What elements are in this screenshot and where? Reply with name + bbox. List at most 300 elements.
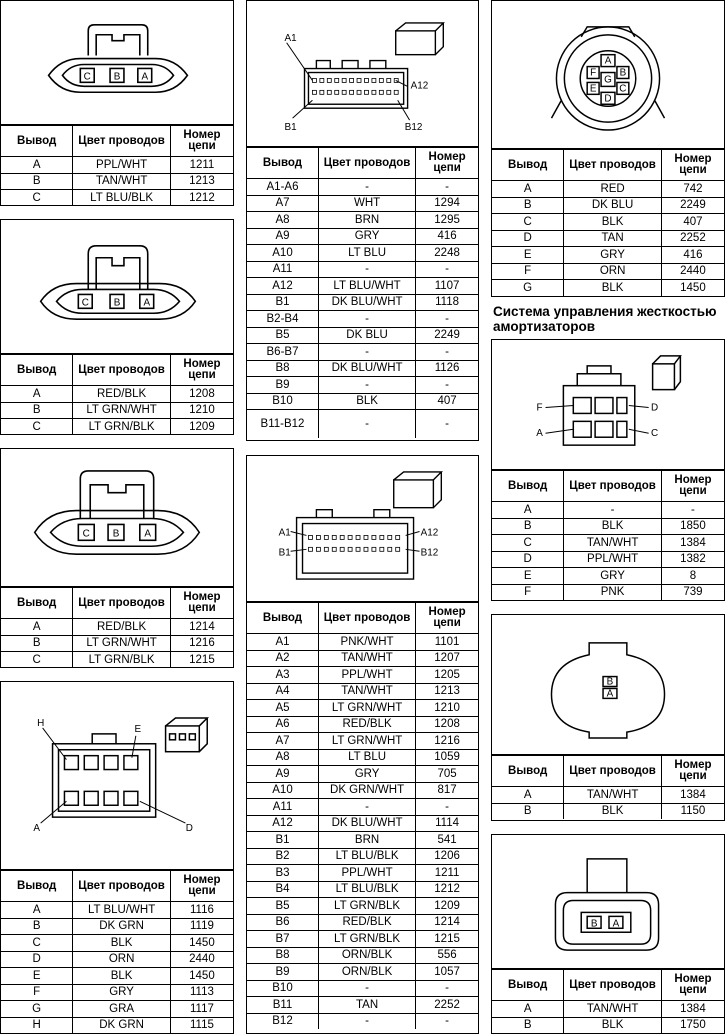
pin-cell: A12 xyxy=(247,815,318,832)
table-header-row xyxy=(247,148,478,179)
pin-cell: A3 xyxy=(247,667,318,684)
column-header-circuit: Номер цепи xyxy=(661,471,724,502)
circuit-cell: 1850 xyxy=(661,518,724,535)
circuit-cell: 1215 xyxy=(416,931,478,948)
pin-cell: B xyxy=(1,635,73,652)
table-row xyxy=(1,419,233,435)
color-cell: PPL/WHT xyxy=(73,157,171,174)
table-row xyxy=(492,803,724,819)
pin-cavity xyxy=(357,90,361,94)
column-header-color: Цвет проводов xyxy=(564,150,662,181)
color-cell: PNK xyxy=(564,584,662,600)
table-row xyxy=(247,832,478,849)
table-row xyxy=(247,294,478,311)
circuit-cell: 2252 xyxy=(661,230,724,247)
pin-label: B12 xyxy=(404,122,423,134)
table-row xyxy=(1,1017,233,1033)
color-cell: - xyxy=(318,1013,415,1029)
connector-panel-8 xyxy=(491,339,725,601)
color-cell: BLK xyxy=(564,214,662,231)
color-cell: BLK xyxy=(564,280,662,296)
pin-cell: A1-A6 xyxy=(247,179,318,196)
pin-cell: A2 xyxy=(247,650,318,667)
color-cell: LT BLU/WHT xyxy=(318,278,415,295)
table-row xyxy=(1,402,233,419)
pin-cavity xyxy=(372,90,376,94)
table-row xyxy=(1,951,233,968)
circuit-cell: - xyxy=(416,377,478,394)
table-row xyxy=(247,749,478,766)
pin-cell: C xyxy=(1,190,73,206)
three-pin-connector-drawing xyxy=(1,220,233,353)
pin-cavity xyxy=(364,535,368,539)
circuit-cell: 1213 xyxy=(170,173,233,190)
table-header-row xyxy=(1,871,233,902)
color-cell: PPL/WHT xyxy=(318,667,415,684)
table-row xyxy=(1,1001,233,1018)
circuit-cell: 1150 xyxy=(661,803,724,819)
column-header-circuit: Номер цепи xyxy=(661,970,724,1001)
pin-label: B xyxy=(113,71,121,83)
color-cell: TAN/WHT xyxy=(73,173,171,190)
pin-cavity xyxy=(388,535,392,539)
pin-cell: B10 xyxy=(247,393,318,410)
pinout-table xyxy=(492,755,724,819)
pin-cavity xyxy=(320,78,324,82)
two-pin-connector-drawing xyxy=(492,835,724,968)
circuit-cell: 742 xyxy=(661,181,724,198)
table-row xyxy=(247,393,478,410)
pinout-table xyxy=(247,147,478,438)
pin-label: A xyxy=(144,528,152,540)
color-cell: GRY xyxy=(73,984,171,1001)
circuit-cell: 1216 xyxy=(170,635,233,652)
connector-diagram-7 xyxy=(492,1,724,149)
table-row xyxy=(247,410,478,439)
pin-cell: B xyxy=(492,518,564,535)
pin-label: C xyxy=(651,428,659,440)
pin-cell: A9 xyxy=(247,766,318,783)
circuit-cell: 2252 xyxy=(416,997,478,1014)
pin-cavity xyxy=(308,547,312,551)
color-cell: LT BLU/WHT xyxy=(73,902,171,919)
pin-cavity xyxy=(324,535,328,539)
pin-cell: A7 xyxy=(247,733,318,750)
pin-cell: D xyxy=(492,230,564,247)
pin-label: B12 xyxy=(420,547,439,559)
table-row xyxy=(247,212,478,229)
table-row xyxy=(492,535,724,552)
table-row xyxy=(247,931,478,948)
table-row xyxy=(492,197,724,214)
pin-cell: A6 xyxy=(247,716,318,733)
table-row xyxy=(247,278,478,295)
color-cell: - xyxy=(318,179,415,196)
pin-cell: A4 xyxy=(247,683,318,700)
pin-cell: B5 xyxy=(247,327,318,344)
column-header-color: Цвет проводов xyxy=(564,471,662,502)
two-pin-sensor-connector-drawing xyxy=(492,615,724,754)
pinout-table xyxy=(1,587,233,668)
pin-cell: A8 xyxy=(247,749,318,766)
pin-cavity xyxy=(364,547,368,551)
color-cell: DK BLU/WHT xyxy=(318,815,415,832)
table-row xyxy=(247,964,478,981)
circuit-cell: 1207 xyxy=(416,650,478,667)
circuit-cell: 1214 xyxy=(416,914,478,931)
color-cell: DK BLU xyxy=(564,197,662,214)
table-row xyxy=(247,848,478,865)
circuit-cell: 407 xyxy=(416,393,478,410)
pin-cell: A10 xyxy=(247,245,318,262)
pin-cell: B9 xyxy=(247,964,318,981)
color-cell: TAN/WHT xyxy=(318,650,415,667)
circuit-cell: 1101 xyxy=(416,634,478,651)
table-row xyxy=(1,902,233,919)
pin-cavity xyxy=(357,78,361,82)
pin-cavity xyxy=(327,78,331,82)
pin-label: F xyxy=(590,67,597,79)
color-cell: - xyxy=(318,410,415,439)
pin-cell: A7 xyxy=(247,195,318,212)
color-cell: TAN/WHT xyxy=(564,787,662,804)
circuit-cell: 416 xyxy=(661,247,724,264)
color-cell: LT BLU/BLK xyxy=(318,881,415,898)
pinout-table xyxy=(1,354,233,435)
pin-cell: G xyxy=(492,280,564,296)
table-row xyxy=(247,700,478,717)
connector-panel-9 xyxy=(491,614,725,821)
circuit-cell: 1113 xyxy=(170,984,233,1001)
pinout-table xyxy=(492,470,724,600)
color-cell: - xyxy=(318,311,415,328)
pin-cavity xyxy=(364,90,368,94)
connector-panel-1 xyxy=(0,0,234,206)
color-cell: WHT xyxy=(318,195,415,212)
color-cell: LT GRN/WHT xyxy=(318,700,415,717)
pin-cell: A xyxy=(492,787,564,804)
circuit-cell: - xyxy=(416,799,478,816)
pin-cavity xyxy=(335,90,339,94)
pin-cell: A xyxy=(492,181,564,198)
color-cell: ORN xyxy=(73,951,171,968)
pinout-table xyxy=(247,602,478,1029)
pin-label: A1 xyxy=(278,527,291,539)
color-cell: PPL/WHT xyxy=(318,865,415,882)
circuit-cell: 1119 xyxy=(170,918,233,935)
pinout-table xyxy=(492,969,724,1033)
pin-label: B xyxy=(112,528,120,540)
column-header-pin: Вывод xyxy=(1,355,73,386)
color-cell: TAN/WHT xyxy=(318,683,415,700)
pin-cell: E xyxy=(492,247,564,264)
pin-cell: G xyxy=(1,1001,73,1018)
circuit-cell: 1057 xyxy=(416,964,478,981)
table-row xyxy=(247,1013,478,1029)
pin-cell: B xyxy=(492,197,564,214)
color-cell: BLK xyxy=(318,393,415,410)
table-header-row xyxy=(492,970,724,1001)
circuit-cell: - xyxy=(416,311,478,328)
pin-grid xyxy=(312,78,398,94)
pin-cell: A xyxy=(1,902,73,919)
pin-cell: B xyxy=(492,1017,564,1033)
circuit-cell: 1294 xyxy=(416,195,478,212)
circuit-cell: 1107 xyxy=(416,278,478,295)
table-row xyxy=(492,263,724,280)
column-header-circuit: Номер цепи xyxy=(661,150,724,181)
table-row xyxy=(1,918,233,935)
pin-cell: H xyxy=(1,1017,73,1033)
pin-cell: A xyxy=(492,1001,564,1018)
color-cell: LT GRN/WHT xyxy=(318,733,415,750)
circuit-cell: 1213 xyxy=(416,683,478,700)
table-row xyxy=(247,650,478,667)
circuit-cell: 1059 xyxy=(416,749,478,766)
table-row xyxy=(492,1001,724,1018)
table-row xyxy=(1,984,233,1001)
connector-diagram-5 xyxy=(247,1,478,147)
table-row xyxy=(247,799,478,816)
pin-label: A xyxy=(612,918,620,930)
table-row xyxy=(492,787,724,804)
circuit-cell: 1117 xyxy=(170,1001,233,1018)
circuit-cell: 1750 xyxy=(661,1017,724,1033)
pin-label: A xyxy=(606,688,614,700)
color-cell: LT GRN/BLK xyxy=(73,652,171,668)
pin-cavity xyxy=(348,535,352,539)
pin-cavity xyxy=(332,547,336,551)
column-header-color: Цвет проводов xyxy=(73,871,171,902)
circuit-cell: 1209 xyxy=(416,898,478,915)
table-row xyxy=(247,360,478,377)
pin-cavity xyxy=(350,78,354,82)
circuit-cell: 1450 xyxy=(170,968,233,985)
circuit-cell: 1209 xyxy=(170,419,233,435)
circuit-cell: 8 xyxy=(661,568,724,585)
table-row xyxy=(247,865,478,882)
color-cell: LT BLU xyxy=(318,749,415,766)
color-cell: ORN xyxy=(564,263,662,280)
pin-cell: B12 xyxy=(247,1013,318,1029)
circuit-cell: 407 xyxy=(661,214,724,231)
table-header-row xyxy=(1,588,233,619)
color-cell: PPL/WHT xyxy=(564,551,662,568)
pin-cavity xyxy=(335,78,339,82)
connector-panel-2 xyxy=(0,219,234,435)
pin-cell: F xyxy=(1,984,73,1001)
table-row xyxy=(492,518,724,535)
color-cell: TAN xyxy=(318,997,415,1014)
pin-cavity xyxy=(327,90,331,94)
pin-cell: A xyxy=(1,157,73,174)
pin-cell: A xyxy=(1,386,73,403)
connector-diagram-9 xyxy=(492,615,724,755)
table-row xyxy=(247,327,478,344)
pin-cavity xyxy=(394,90,398,94)
color-cell: PNK/WHT xyxy=(318,634,415,651)
pin-cell: A11 xyxy=(247,261,318,278)
pin-cavity xyxy=(340,535,344,539)
pin-cell: B1 xyxy=(247,832,318,849)
color-cell: - xyxy=(318,980,415,997)
circuit-cell: 739 xyxy=(661,584,724,600)
circuit-cell: - xyxy=(416,980,478,997)
circuit-cell: 1115 xyxy=(170,1017,233,1033)
pin-cavity xyxy=(324,547,328,551)
pin-cell: D xyxy=(492,551,564,568)
circuit-cell: - xyxy=(661,502,724,519)
table-header-row xyxy=(1,355,233,386)
pin-cell: A8 xyxy=(247,212,318,229)
circuit-cell: 1212 xyxy=(416,881,478,898)
pin-label: B1 xyxy=(278,547,291,559)
circuit-cell: 1450 xyxy=(170,935,233,952)
pin-label: A xyxy=(33,823,40,835)
color-cell: DK BLU xyxy=(318,327,415,344)
connector-diagram-2 xyxy=(1,220,233,354)
pin-cavity xyxy=(348,547,352,551)
connector-diagram-1 xyxy=(1,1,233,125)
circuit-cell: 1216 xyxy=(416,733,478,750)
color-cell: BLK xyxy=(73,968,171,985)
column-header-color: Цвет проводов xyxy=(73,355,171,386)
pin-cell: B2 xyxy=(247,848,318,865)
pin-cell: B11 xyxy=(247,997,318,1014)
color-cell: TAN/WHT xyxy=(564,535,662,552)
table-row xyxy=(1,386,233,403)
table-header-row xyxy=(492,756,724,787)
pin-cell: B5 xyxy=(247,898,318,915)
table-row xyxy=(1,968,233,985)
pin-label: B xyxy=(113,297,121,309)
pin-cavity xyxy=(342,90,346,94)
column-header-circuit: Номер цепи xyxy=(416,148,478,179)
pin-label: C xyxy=(82,528,90,540)
table-row xyxy=(247,195,478,212)
circuit-cell: 1214 xyxy=(170,619,233,636)
pin-cavity xyxy=(372,78,376,82)
pin-cell: A11 xyxy=(247,799,318,816)
pin-label: B1 xyxy=(284,122,297,134)
color-cell: GRY xyxy=(318,228,415,245)
circuit-cell: 2249 xyxy=(661,197,724,214)
color-cell: RED/BLK xyxy=(318,914,415,931)
three-pin-connector-drawing xyxy=(1,449,233,586)
circuit-cell: 1384 xyxy=(661,1001,724,1018)
table-row xyxy=(1,190,233,206)
color-cell: RED xyxy=(564,181,662,198)
section-title: Система управления жесткостью амортизаторов xyxy=(493,304,717,334)
circuit-cell: - xyxy=(416,344,478,361)
pin-label: E xyxy=(589,83,597,95)
table-row xyxy=(247,716,478,733)
pin-label: D xyxy=(651,402,659,414)
column-header-circuit: Номер цепи xyxy=(661,756,724,787)
circuit-cell: 1116 xyxy=(170,902,233,919)
circuit-cell: 1215 xyxy=(170,652,233,668)
circuit-cell: - xyxy=(416,1013,478,1029)
color-cell: LT BLU/BLK xyxy=(73,190,171,206)
table-row xyxy=(492,1017,724,1033)
pin-cavity xyxy=(388,547,392,551)
column-header-circuit: Номер цепи xyxy=(170,588,233,619)
column-header-color: Цвет проводов xyxy=(73,588,171,619)
six-pin-connector-drawing xyxy=(492,340,724,469)
pin-cell: A10 xyxy=(247,782,318,799)
column-header-color: Цвет проводов xyxy=(73,126,171,157)
circuit-cell: 817 xyxy=(416,782,478,799)
pin-cavity xyxy=(372,535,376,539)
pin-cell: F xyxy=(492,584,564,600)
pin-cell: E xyxy=(492,568,564,585)
pin-label: A12 xyxy=(410,80,429,92)
pin-cell: C xyxy=(1,935,73,952)
color-cell: LT GRN/BLK xyxy=(73,419,171,435)
table-row xyxy=(247,634,478,651)
pin-cell: C xyxy=(492,535,564,552)
table-row xyxy=(492,280,724,296)
color-cell: BLK xyxy=(73,935,171,952)
pin-cavity xyxy=(364,78,368,82)
circuit-cell: 1384 xyxy=(661,535,724,552)
table-row xyxy=(247,245,478,262)
pin-cavity xyxy=(312,78,316,82)
pin-label: B xyxy=(590,918,598,930)
color-cell: ORN/BLK xyxy=(318,964,415,981)
pin-label: A xyxy=(143,297,151,309)
table-row xyxy=(247,997,478,1014)
table-row xyxy=(492,502,724,519)
pin-label: D xyxy=(604,93,612,105)
pin-cell: B3 xyxy=(247,865,318,882)
pin-cavity xyxy=(308,535,312,539)
twenty-four-pin-connector-drawing xyxy=(247,1,478,146)
pin-cell: A12 xyxy=(247,278,318,295)
color-cell: LT BLU xyxy=(318,245,415,262)
table-row xyxy=(1,652,233,668)
pin-cell: B xyxy=(1,173,73,190)
pin-label: H xyxy=(37,717,45,729)
circuit-cell: 705 xyxy=(416,766,478,783)
table-row xyxy=(247,782,478,799)
pin-label: G xyxy=(604,74,612,86)
pin-cell: B11-B12 xyxy=(247,410,318,439)
pin-cell: B6-B7 xyxy=(247,344,318,361)
pin-cell: A xyxy=(1,619,73,636)
color-cell: GRA xyxy=(73,1001,171,1018)
pin-cell: B4 xyxy=(247,881,318,898)
column-header-pin: Вывод xyxy=(247,148,318,179)
circuit-cell: 1211 xyxy=(416,865,478,882)
pin-label: B xyxy=(619,67,627,79)
pin-cell: D xyxy=(1,951,73,968)
table-row xyxy=(247,815,478,832)
connector-diagram-8 xyxy=(492,340,724,470)
pin-cell: A9 xyxy=(247,228,318,245)
circuit-cell: 556 xyxy=(416,947,478,964)
column-header-pin: Вывод xyxy=(1,126,73,157)
color-cell: GRY xyxy=(564,568,662,585)
table-row xyxy=(247,980,478,997)
color-cell: - xyxy=(318,344,415,361)
pin-cavity xyxy=(356,535,360,539)
table-row xyxy=(247,344,478,361)
circuit-cell: - xyxy=(416,179,478,196)
pin-label: A12 xyxy=(420,527,439,539)
pin-cavity xyxy=(312,90,316,94)
color-cell: BRN xyxy=(318,832,415,849)
